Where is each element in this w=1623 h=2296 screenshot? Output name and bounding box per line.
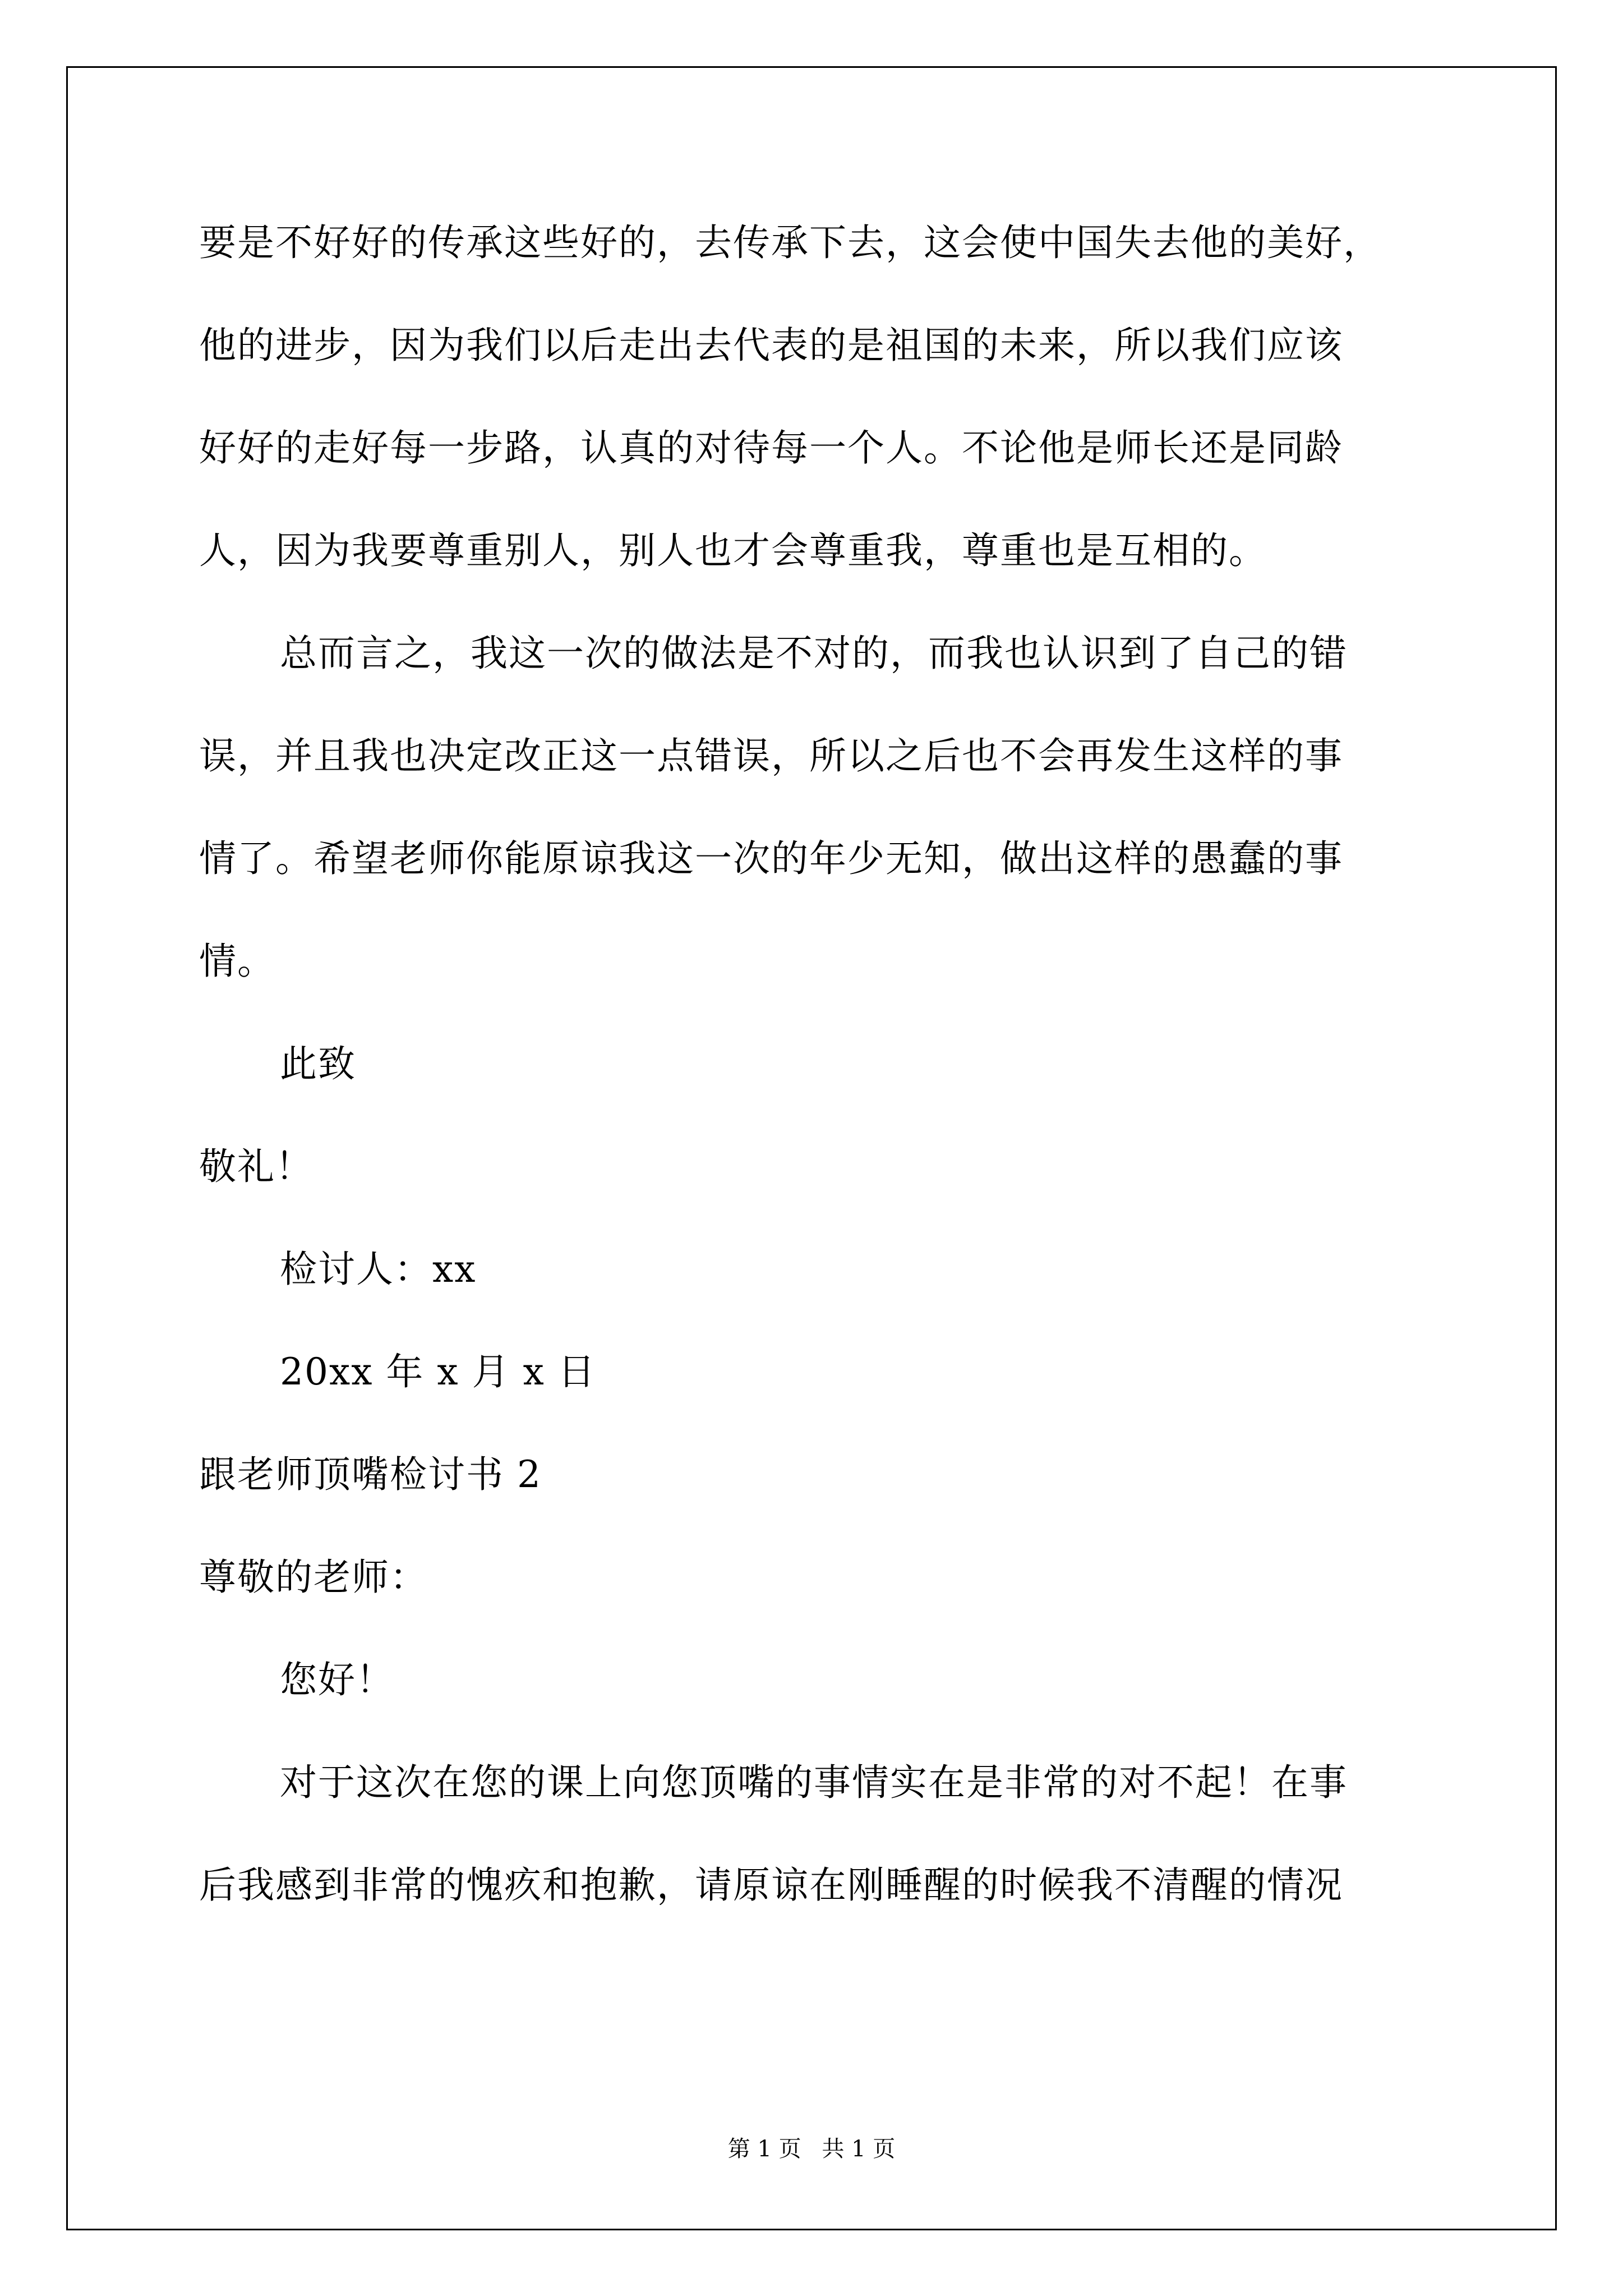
paragraph-start-line: 总而言之，我这一次的做法是不对的，而我也认识到了自己的错 [280, 632, 1348, 675]
text-line: 人，因为我要尊重别人，别人也才会尊重我，尊重也是互相的。 [199, 529, 1267, 572]
signature-line: 检讨人：xx [280, 1248, 477, 1291]
text-line: 情了。希望老师你能原谅我这一次的年少无知，做出这样的愚蠢的事 [199, 837, 1343, 880]
page-number: 第 1 页 [727, 2136, 801, 2162]
date-line: 20xx 年 x 月 x 日 [280, 1350, 596, 1393]
page-footer [0, 2136, 1623, 2162]
text-line: 好好的走好每一步路，认真的对待每一个人。不论他是师长还是同龄 [199, 426, 1343, 470]
page-total: 共 1 页 [822, 2136, 896, 2162]
text-line: 误，并且我也决定改正这一点错误，所以之后也不会再发生这样的事 [199, 734, 1343, 777]
greeting: 您好！ [280, 1658, 394, 1701]
section-title: 跟老师顶嘴检讨书 2 [199, 1453, 542, 1496]
text-line: 后我感到非常的愧疚和抱歉，请原谅在刚睡醒的时候我不清醒的情况 [199, 1864, 1343, 1907]
closing-phrase: 此致 [280, 1042, 356, 1085]
paragraph-start-line: 对于这次在您的课上向您顶嘴的事情实在是非常的对不起！在事 [280, 1761, 1348, 1804]
text-line: 情。 [199, 940, 275, 983]
greeting-recipient: 尊敬的老师： [199, 1556, 428, 1599]
salutation-closing: 敬礼！ [199, 1145, 313, 1188]
text-line: 要是不好好的传承这些好的，去传承下去，这会使中国失去他的美好， [199, 221, 1381, 264]
text-line: 他的进步，因为我们以后走出去代表的是祖国的未来，所以我们应该 [199, 324, 1343, 367]
